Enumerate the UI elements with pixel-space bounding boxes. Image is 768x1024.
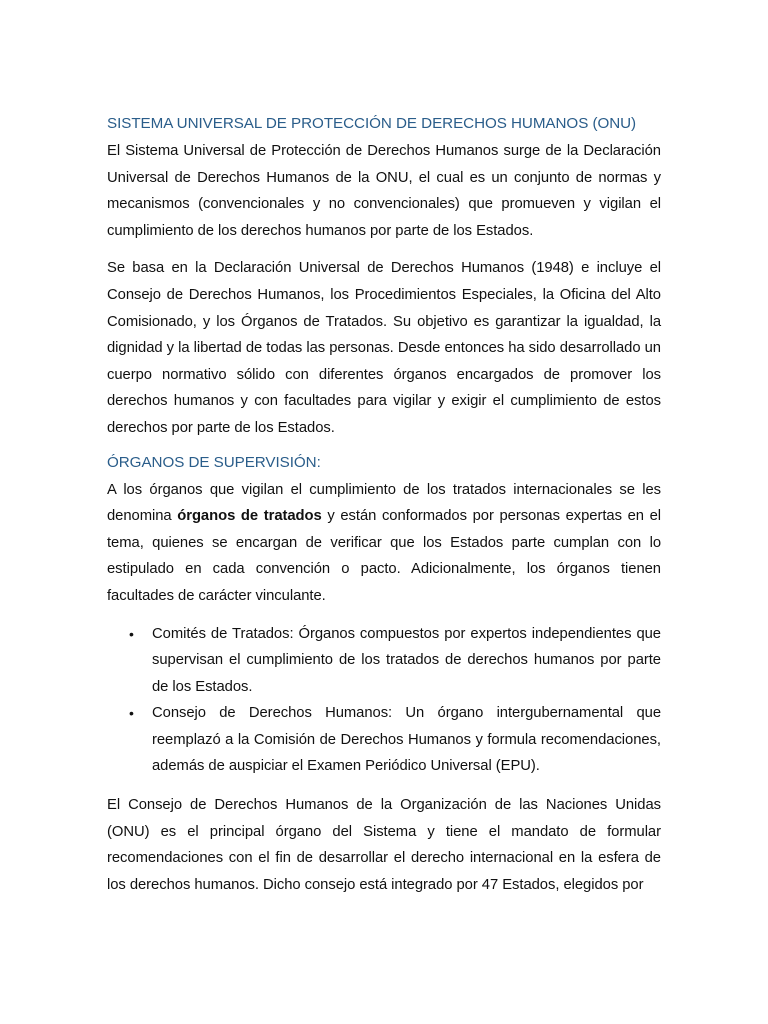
paragraph-intro: El Sistema Universal de Protección de Derechos Humanos surge de la Declaración Universal de Derechos Humanos de la ONU, el cual es un conjunto de normas y mecanismos (convencionales y no convencionales) que promueven y vigilan el cumplimiento de los derechos humanos por parte de los Estados. [107,143,661,239]
bullet-icon: • [129,625,134,642]
bullet-list [107,621,661,781]
list-item [107,621,661,701]
section-heading-organos-supervision: ÓRGANOS DE SUPERVISIÓN: [107,453,321,471]
bold-term: órganos de tratados [177,508,322,525]
bullet-icon: • [129,705,134,722]
paragraph-declaracion: Se basa en la Declaración Universal de Derechos Humanos (1948) e incluye el Consejo de Derechos Humanos, los Procedimientos Especiales, la Oficina del Alto Comisionado, y los Órganos de Tratados. Su objetivo es garantizar la igualdad, la dignidad y la libertad de todas las personas. Desde entonces ha sido desarrollado un cuerpo normativo sólido con diferentes órganos encargados de promover los derechos humanos y con facultades para vigilar y exigir el cumplimiento de estos derechos por parte de los Estados. [107,260,661,436]
section-heading-sistema-universal: SISTEMA UNIVERSAL DE PROTECCIÓN DE DERECHOS HUMANOS (ONU) [107,115,637,132]
paragraph-text: y están conformados por personas expertas en el tema, quienes se encargan de verificar que los Estados parte cumplan con lo estipulado en cada convención o pacto. Adicionalmente, los órganos tienen facultades de carácter vinculante. [107,508,662,604]
list-item-text: Consejo de Derechos Humanos: Un órgano intergubernamental que reemplazó a la Comisión de Derechos Humanos y formula recomendaciones, además de auspiciar el Examen Periódico Universal (EPU). [152,705,661,775]
paragraph-text: A los órganos que vigilan el cumplimiento de los tratados internacionales se les denomina [107,481,661,525]
paragraph-consejo: El Consejo de Derechos Humanos de la Organización de las Naciones Unidas (ONU) es el principal órgano del Sistema y tiene el mandato de formular recomendaciones con el fin de desarrollar el derecho internacional en la esfera de los derechos humanos. Dicho consejo está integrado por 47 Estados, elegidos por [107,797,661,893]
list-item [107,700,661,780]
paragraph-organos-tratados [107,477,661,610]
list-item-text: Comités de Tratados: Órganos compuestos por expertos independientes que supervisan el cumplimiento de los tratados de derechos humanos por parte de los Estados. [152,625,661,695]
